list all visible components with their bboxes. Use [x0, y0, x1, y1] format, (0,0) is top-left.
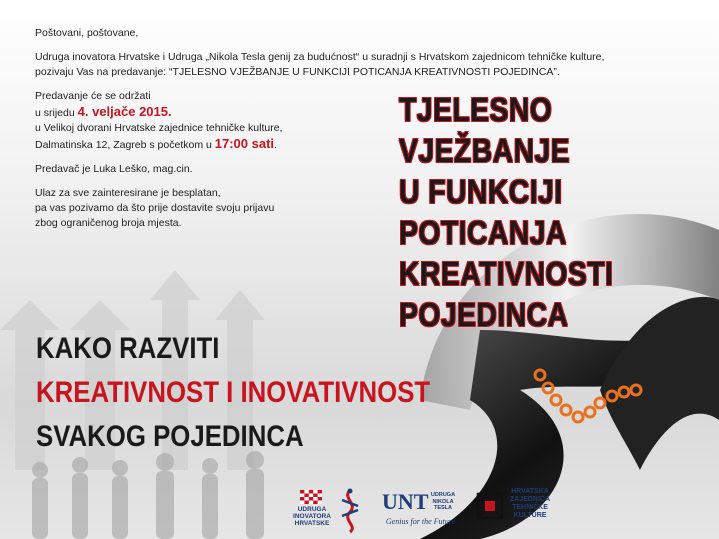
unt-logo-tagline: Genius for the Future: [385, 517, 456, 526]
address-line: [35, 136, 405, 153]
invitation-letter: [35, 26, 605, 240]
slogan: [36, 327, 430, 459]
unt-logo-mark: UNT: [382, 489, 429, 514]
greeting: Poštovani, poštovane,: [35, 27, 139, 39]
dark-swoosh: [600, 297, 719, 470]
uih-logo-text: UDRUGA INOVATORA HRVATSKE: [293, 506, 331, 527]
address-prefix: Dalmatinska 12, Zagreb s početkom u: [35, 139, 212, 151]
intro-line: pozivaju Vas na predavanje: “TJELESNO VJEŽBANJE U FUNKCIJI POTICANJA KREATIVNOSTI POJEDINCA”.: [35, 66, 560, 78]
lecturer: Predavač je Luka Leško, mag.cin.: [35, 163, 193, 175]
unt-logo-side: UDRUGA NIKOLA TESLA: [430, 492, 456, 511]
title-line: VJEŽBANJE: [399, 132, 571, 169]
slogan-line: SVAKOG POJEDINCA: [36, 420, 304, 453]
title-line: KREATIVNOSTI: [399, 255, 614, 292]
venue-line: u Velikoj dvorani Hrvatske zajednice tehničke kulture,: [35, 122, 283, 134]
partner-logos: [290, 488, 560, 534]
event-time: 17:00 sati: [214, 136, 275, 151]
day-prefix: u srijedu: [35, 107, 75, 119]
figure-logo-icon: [338, 488, 362, 534]
entry-line: Ulaz za sve zainteresirane je besplatan,: [35, 187, 221, 199]
event-date: 4. veljače 2015.: [77, 104, 172, 119]
entry-line: pa vas pozivamo da što prije dostavite svoju prijavu: [35, 202, 275, 214]
address-suffix: .: [274, 139, 277, 151]
date-line: [35, 104, 405, 121]
lecture-title: [399, 89, 613, 335]
intro-line: Udruga inovatora Hrvatske i Udruga „Nikola Tesla genij za budućnost“ u suradnji s Hrvatskom zajednicom tehničke kulture,: [35, 51, 605, 63]
title-line: POJEDINCA: [399, 296, 569, 333]
title-line: U FUNKCIJI: [399, 173, 563, 210]
slogan-line-highlight: KREATIVNOST I INOVATIVNOST: [36, 376, 431, 409]
uih-logo-icon: [300, 490, 322, 504]
title-line: TJELESNO: [399, 91, 553, 128]
held-line: Predavanje će se održati: [35, 90, 151, 102]
entry-line: zbog ograničenog broja mjesta.: [35, 217, 182, 229]
slogan-line: KAKO RAZVITI: [36, 332, 220, 365]
hztk-logo-text: HRVATSKA ZAJEDNICA TEHNIČKE KULTURE: [509, 488, 551, 519]
hztk-cube-icon: [476, 492, 504, 520]
title-line: POTICANJA: [399, 214, 567, 251]
